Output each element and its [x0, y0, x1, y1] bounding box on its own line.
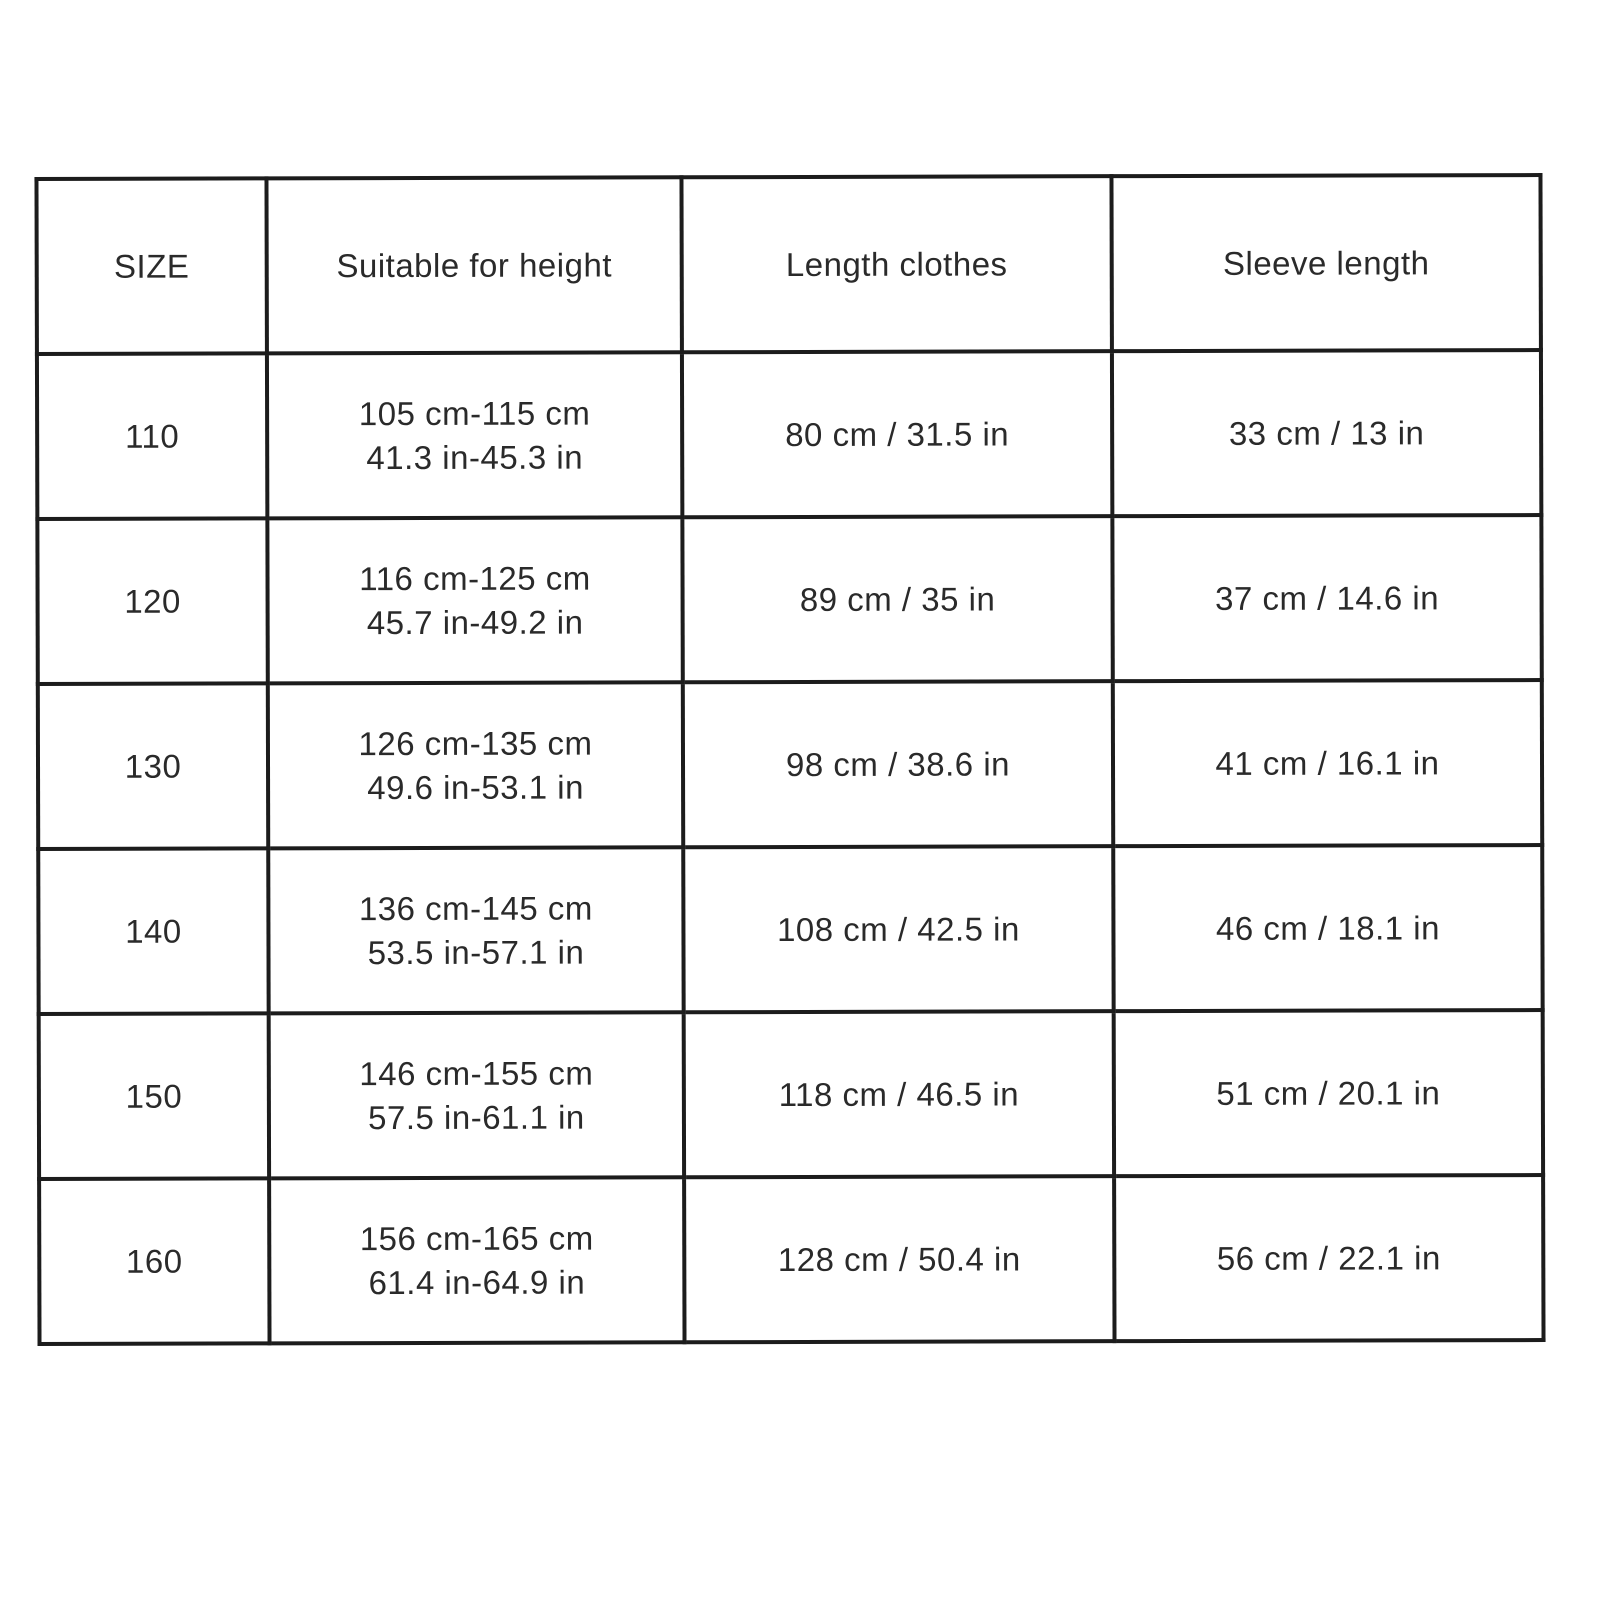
height-in-text: 57.5 in-61.1 in: [368, 1098, 585, 1136]
cell-length: 108 cm / 42.5 in: [683, 846, 1113, 1012]
cell-sleeve: 46 cm / 18.1 in: [1113, 845, 1542, 1011]
cell-sleeve: 33 cm / 13 in: [1112, 350, 1541, 516]
table-row: [38, 680, 1542, 849]
size-chart-table: [34, 173, 1545, 1346]
cell-height: [267, 517, 682, 683]
height-in-text: 61.4 in-64.9 in: [368, 1263, 586, 1301]
cell-size: 160: [39, 1178, 269, 1344]
height-in-text: 45.7 in-49.2 in: [366, 603, 584, 641]
cell-length: 98 cm / 38.6 in: [683, 681, 1113, 847]
cell-sleeve: 41 cm / 16.1 in: [1113, 680, 1542, 846]
header-row: [36, 175, 1540, 354]
cell-sleeve: 56 cm / 22.1 in: [1114, 1175, 1543, 1341]
height-cm-text: 136 cm-145 cm: [358, 889, 593, 927]
height-cm-text: 156 cm-165 cm: [359, 1219, 594, 1257]
cell-height: [267, 352, 682, 518]
cell-height: [269, 1012, 684, 1178]
cell-size: 130: [38, 683, 268, 849]
cell-sleeve: 37 cm / 14.6 in: [1112, 515, 1541, 681]
height-cm-text: 105 cm-115 cm: [358, 394, 591, 432]
height-in-text: 49.6 in-53.1 in: [367, 768, 584, 806]
height-in-text: 53.5 in-57.1 in: [367, 933, 585, 971]
height-cm-text: 146 cm-155 cm: [359, 1054, 594, 1092]
table-row: [39, 1175, 1543, 1344]
height-in-text: 41.3 in-45.3 in: [366, 438, 584, 476]
height-cm-text: 116 cm-125 cm: [359, 559, 591, 597]
table-row: [39, 1010, 1543, 1179]
cell-length: 118 cm / 46.5 in: [684, 1011, 1114, 1177]
cell-height: [268, 847, 683, 1013]
cell-size: 110: [37, 353, 267, 519]
table-row: [37, 350, 1541, 519]
cell-size: 140: [38, 848, 268, 1014]
cell-length: 128 cm / 50.4 in: [684, 1176, 1114, 1342]
height-cm-text: 126 cm-135 cm: [358, 724, 593, 762]
table-row: [38, 845, 1542, 1014]
col-header-sleeve: Sleeve length: [1111, 175, 1540, 351]
cell-height: [268, 682, 683, 848]
cell-size: 150: [39, 1013, 269, 1179]
cell-sleeve: 51 cm / 20.1 in: [1114, 1010, 1543, 1176]
col-header-height: Suitable for height: [266, 177, 681, 353]
cell-size: 120: [37, 518, 267, 684]
cell-height: [269, 1177, 684, 1343]
col-header-size: SIZE: [36, 178, 266, 354]
table-row: [37, 515, 1541, 684]
col-header-length: Length clothes: [681, 176, 1111, 352]
cell-length: 80 cm / 31.5 in: [682, 351, 1112, 517]
cell-length: 89 cm / 35 in: [682, 516, 1112, 682]
